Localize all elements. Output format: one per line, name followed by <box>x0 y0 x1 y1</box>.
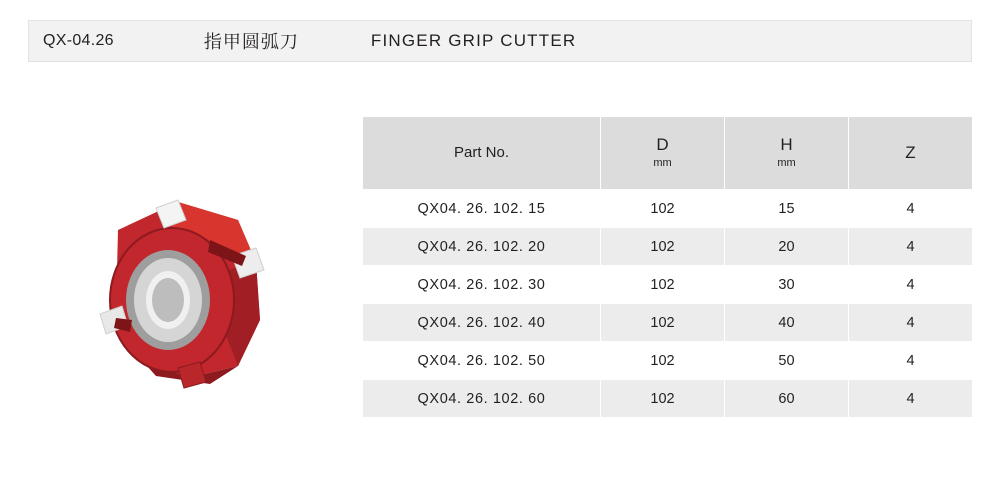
cell-part-no: QX04. 26. 102. 50 <box>363 342 601 380</box>
cell-h: 15 <box>725 190 849 228</box>
cell-h: 60 <box>725 380 849 418</box>
table-row <box>363 304 973 342</box>
product-title-english: FINGER GRIP CUTTER <box>370 31 577 50</box>
cell-part-no: QX04. 26. 102. 15 <box>363 190 601 228</box>
column-header-part-no-label: Part No. <box>453 143 510 161</box>
cell-h: 50 <box>725 342 849 380</box>
product-code: QX-04.26 <box>43 32 114 49</box>
cutter-bore <box>152 278 184 322</box>
column-header-d-unit: mm <box>653 157 672 170</box>
cell-d: 102 <box>601 228 725 266</box>
column-header-part-no <box>363 117 601 190</box>
cell-d: 102 <box>601 266 725 304</box>
cell-d: 102 <box>601 304 725 342</box>
cell-z: 4 <box>849 190 973 228</box>
table-header-row <box>363 117 973 190</box>
cell-d: 102 <box>601 380 725 418</box>
cell-part-no: QX04. 26. 102. 30 <box>363 266 601 304</box>
column-header-h-label: H <box>780 134 793 154</box>
column-header-h-unit: mm <box>777 157 796 170</box>
product-image <box>60 170 320 400</box>
column-header-d-label: D <box>656 134 669 154</box>
cell-part-no: QX04. 26. 102. 40 <box>363 304 601 342</box>
cell-z: 4 <box>849 304 973 342</box>
specification-table <box>362 116 973 418</box>
cell-h: 30 <box>725 266 849 304</box>
cutter-head-illustration <box>60 170 320 400</box>
cell-d: 102 <box>601 342 725 380</box>
cell-part-no: QX04. 26. 102. 20 <box>363 228 601 266</box>
column-header-h <box>725 117 849 190</box>
table-row <box>363 342 973 380</box>
table-row <box>363 266 973 304</box>
column-header-z-label: Z <box>905 142 916 162</box>
cell-part-no: QX04. 26. 102. 60 <box>363 380 601 418</box>
cell-d: 102 <box>601 190 725 228</box>
table-header <box>363 117 973 190</box>
cell-z: 4 <box>849 342 973 380</box>
cell-z: 4 <box>849 228 973 266</box>
product-header-bar <box>28 20 972 62</box>
product-title-chinese: 指甲圆弧刀 <box>203 32 299 52</box>
cell-z: 4 <box>849 380 973 418</box>
column-header-z <box>849 117 973 190</box>
cell-h: 20 <box>725 228 849 266</box>
table-row <box>363 380 973 418</box>
column-header-d <box>601 117 725 190</box>
cell-h: 40 <box>725 304 849 342</box>
table-row <box>363 228 973 266</box>
table-body <box>363 190 973 418</box>
cell-z: 4 <box>849 266 973 304</box>
table-row <box>363 190 973 228</box>
